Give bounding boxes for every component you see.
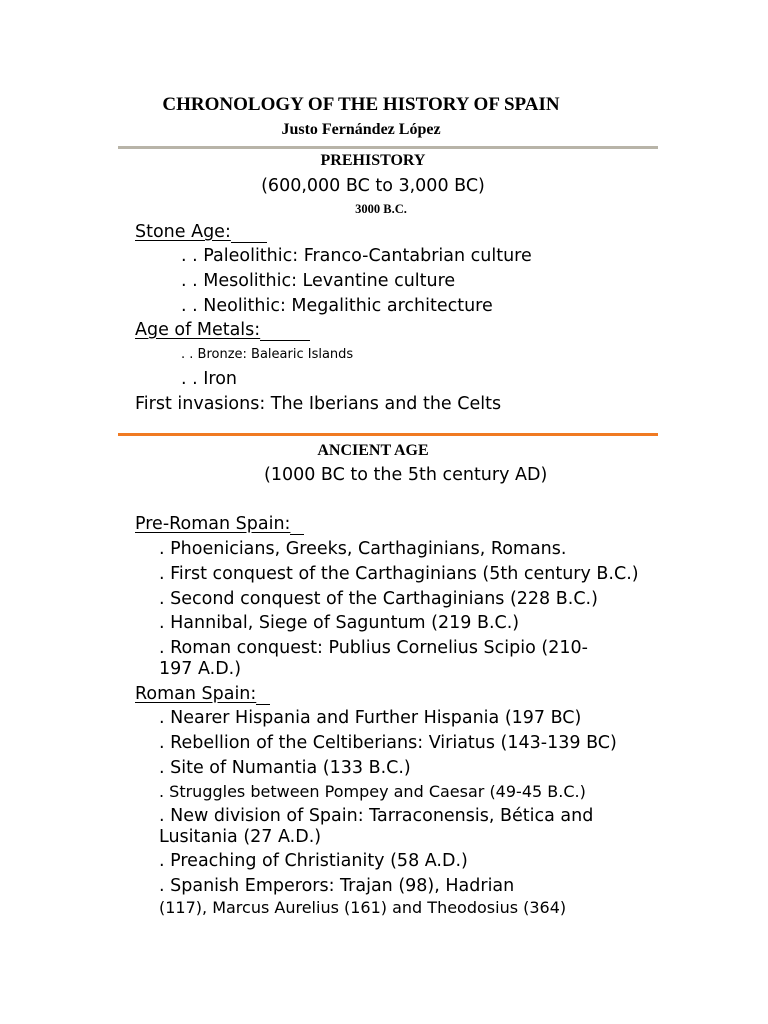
ancient-age-range: (1000 BC to the 5th century AD) — [264, 465, 548, 485]
first-invasions: First invasions: The Iberians and the Celts — [135, 394, 502, 414]
list-item: . New division of Spain: Tarraconensis, Bética and — [159, 806, 594, 826]
age-of-metals-label: Age of Metals: — [135, 320, 310, 341]
list-item: . Preaching of Christianity (58 A.D.) — [159, 851, 468, 871]
roman-spain-label: Roman Spain: — [135, 684, 270, 705]
list-item: . Nearer Hispania and Further Hispania (197 BC) — [159, 708, 582, 728]
pre-roman-label: Pre-Roman Spain: — [135, 514, 304, 535]
document-title: CHRONOLOGY OF THE HISTORY OF SPAIN — [162, 94, 560, 115]
list-item: . Hannibal, Siege of Saguntum (219 B.C.) — [159, 613, 520, 633]
list-item: . . Bronze: Balearic Islands — [181, 347, 354, 362]
list-item: . Struggles between Pompey and Caesar (49-45 B.C.) — [159, 782, 586, 801]
section-divider — [118, 433, 658, 436]
title-divider — [118, 146, 658, 149]
list-item-continuation: 197 A.D.) — [159, 659, 242, 679]
list-item-continuation: (117), Marcus Aurelius (161) and Theodosius (364) — [159, 898, 567, 917]
document-author: Justo Fernández López — [281, 121, 441, 138]
list-item: . Second conquest of the Carthaginians (228 B.C.) — [159, 589, 598, 609]
ancient-age-heading: ANCIENT AGE — [317, 442, 429, 459]
list-item-continuation: Lusitania (27 A.D.) — [159, 827, 322, 847]
list-item: . Phoenicians, Greeks, Carthaginians, Romans. — [159, 539, 567, 559]
list-item: . . Paleolithic: Franco-Cantabrian culture — [181, 246, 532, 266]
stone-age-label: Stone Age: — [135, 222, 267, 243]
list-item: . Roman conquest: Publius Cornelius Scipio (210- — [159, 638, 588, 658]
prehistory-date-note: 3000 B.C. — [355, 202, 407, 216]
list-item: . . Iron — [181, 369, 238, 389]
list-item: . First conquest of the Carthaginians (5th century B.C.) — [159, 564, 639, 584]
list-item: . Spanish Emperors: Trajan (98), Hadrian — [159, 876, 515, 896]
list-item: . Site of Numantia (133 B.C.) — [159, 758, 411, 778]
list-item: . Rebellion of the Celtiberians: Viriatus (143-139 BC) — [159, 733, 617, 753]
prehistory-range: (600,000 BC to 3,000 BC) — [261, 176, 485, 196]
prehistory-heading: PREHISTORY — [320, 152, 426, 169]
list-item: . . Neolithic: Megalithic architecture — [181, 296, 493, 316]
list-item: . . Mesolithic: Levantine culture — [181, 271, 456, 291]
